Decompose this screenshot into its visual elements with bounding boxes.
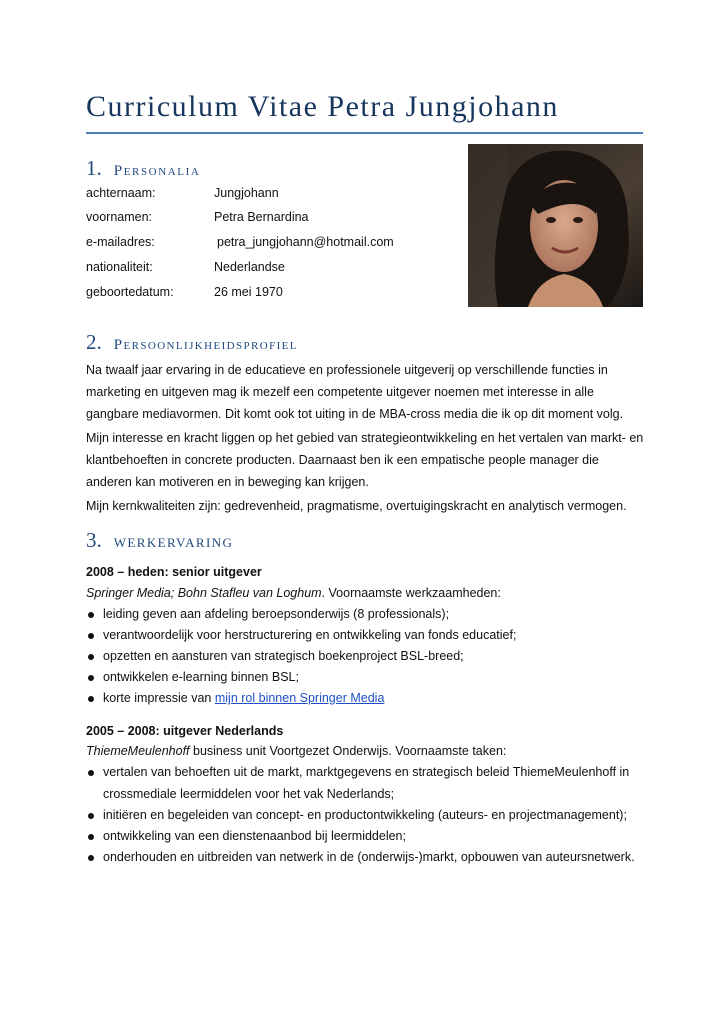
field-value: Nederlandse [214, 260, 285, 274]
section-number: 2. [86, 330, 102, 354]
task-list-item [86, 762, 656, 805]
task-text: vertalen van behoeften uit de markt, marktgegevens en strategisch beleid ThiemeMeulenhoff in crossmediale leermiddelen voor het vak Nederlands; [103, 765, 630, 801]
bullet-icon [88, 633, 94, 639]
job-title: 2005 – 2008: uitgever Nederlands [86, 724, 284, 738]
task-text: leiding geven aan afdeling beroepsonderwijs (8 professionals); [103, 607, 450, 621]
personal-row-nationaliteit [86, 260, 285, 274]
job-intro: . Voornaamste werkzaamheden: [321, 586, 501, 600]
field-label: nationaliteit: [86, 260, 153, 274]
task-text: onderhouden en uitbreiden van netwerk in de (onderwijs-)markt, opbouwen van auteursnetwerk. [103, 850, 635, 864]
field-label: geboortedatum: [86, 285, 174, 299]
section-title: Personalia [113, 163, 201, 179]
title-rule [86, 132, 643, 134]
job-description [86, 744, 506, 758]
bullet-icon [88, 675, 94, 681]
section-number: 1. [86, 156, 102, 180]
section-heading-personalia [86, 156, 200, 181]
field-value: Petra Bernardina [214, 210, 309, 224]
bullet-icon [88, 654, 94, 660]
section-title: Persoonlijkheidsprofiel [113, 337, 298, 353]
field-value: Jungjohann [214, 186, 279, 200]
section-number: 3. [86, 528, 102, 552]
bullet-icon [88, 612, 94, 618]
company-name: ThiemeMeulenhoff [86, 744, 190, 758]
profile-paragraph-2: Mijn interesse en kracht liggen op het gebied van strategieontwikkeling en het vertalen van markt- en klantbehoeften in concrete producten. Daarnaast ben ik een empatische people manager die anderen kan motiveren en in beweging kan krijgen. [86, 431, 644, 489]
profile-paragraph-1: Na twaalf jaar ervaring in de educatieve en professionele uitgeverij op verschillende functies in marketing en uitgeven mag ik mezelf een competente uitgever noemen met interesse in alle gangbare mediavormen. Dit komt ook tot uiting in de MBA-cross media die ik op dit moment volg. [86, 363, 624, 421]
task-text: ontwikkelen e-learning binnen BSL; [103, 670, 299, 684]
personal-row-email [86, 235, 394, 249]
springer-role-link[interactable]: mijn rol binnen Springer Media [214, 691, 385, 705]
bullet-icon [88, 813, 94, 819]
job-description [86, 586, 501, 600]
job-intro: business unit Voortgezet Onderwijs. Voornaamste taken: [189, 744, 507, 758]
personal-row-voornamen [86, 210, 309, 224]
bullet-icon [88, 834, 94, 840]
task-text: ontwikkeling van een dienstenaanbod bij leermiddelen; [103, 829, 406, 843]
field-label: e-mailadres: [86, 235, 155, 249]
task-text [103, 688, 656, 710]
task-text: initiëren en begeleiden van concept- en productontwikkeling (auteurs- en projectmanagement); [103, 808, 627, 822]
task-prefix: korte impressie van [103, 691, 215, 705]
task-list-item [86, 805, 656, 827]
bullet-icon [88, 770, 94, 776]
task-list-item [86, 667, 656, 689]
personal-row-achternaam [86, 186, 279, 200]
bullet-icon [88, 855, 94, 861]
task-list-item [86, 688, 656, 710]
section-title: WERKERVARING [113, 535, 234, 550]
task-list-item [86, 604, 656, 626]
task-list-item [86, 826, 656, 848]
field-label: achternaam: [86, 186, 156, 200]
profile-paragraph-3: Mijn kernkwaliteiten zijn: gedrevenheid, pragmatisme, overtuigingskracht en analytisch vermogen. [86, 499, 627, 513]
field-value: 26 mei 1970 [214, 285, 283, 299]
task-list-item [86, 847, 656, 869]
section-heading-werkervaring [86, 528, 233, 553]
task-list-item [86, 646, 656, 668]
company-name: Springer Media; Bohn Stafleu van Loghum [86, 586, 322, 600]
section-heading-profiel [86, 330, 298, 355]
task-text: verantwoordelijk voor herstructurering en ontwikkeling van fonds educatief; [103, 628, 517, 642]
portrait-photo [468, 144, 643, 307]
task-list-item [86, 625, 656, 647]
field-value: petra_jungjohann@hotmail.com [217, 235, 394, 249]
document-title: Curriculum Vitae Petra Jungjohann [86, 90, 559, 123]
task-text: opzetten en aansturen van strategisch boekenproject BSL-breed; [103, 649, 464, 663]
job-title: 2008 – heden: senior uitgever [86, 565, 262, 579]
field-label: voornamen: [86, 210, 153, 224]
bullet-icon [88, 696, 94, 702]
personal-row-geboortedatum [86, 285, 283, 299]
